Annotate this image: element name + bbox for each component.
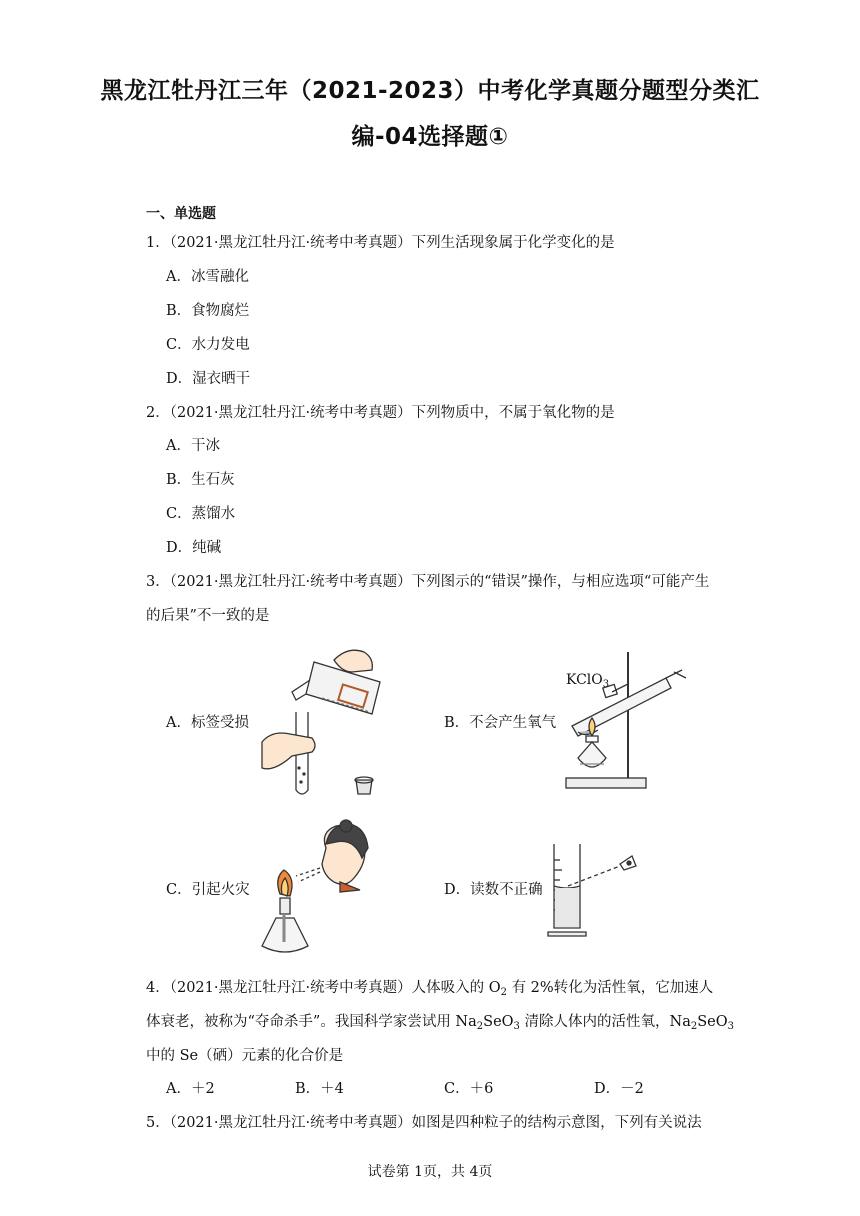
figure-graduated-cylinder: [540, 840, 660, 940]
q3-option-a: A．标签受损: [166, 715, 249, 731]
page-title-line2: 编-04选择题①: [351, 124, 509, 150]
question-1-stem: 1．（2021·黑龙江牡丹江·统考中考真题）下列生活现象属于化学变化的是: [146, 235, 615, 251]
q3-option-c: C．引起火灾: [166, 882, 250, 898]
q2-option-c: C．蒸馏水: [166, 506, 236, 522]
question-4-stem-line3: 中的 Se（硒）元素的化合价是: [146, 1048, 344, 1064]
q1-option-c: C．水力发电: [166, 337, 250, 353]
q4-option-a: A．＋2: [166, 1081, 215, 1097]
q2-option-a: A．干冰: [166, 438, 220, 454]
q1-option-d: D．湿衣晒干: [166, 371, 251, 387]
page-title-line1: 黑龙江牡丹江三年（2021-2023）中考化学真题分题型分类汇: [100, 78, 760, 104]
kclo3-label: KClO$_3$: [566, 672, 610, 690]
q3-option-d: D．读数不正确: [444, 882, 543, 898]
question-4-stem-line1: 4．（2021·黑龙江牡丹江·统考中考真题）人体吸入的 $O_2$ 有 2%转化为活性氧，它加速人: [146, 980, 714, 998]
q2-option-d: D．纯碱: [166, 540, 222, 556]
figure-pouring-liquid: [252, 642, 400, 802]
question-2-stem: 2．（2021·黑龙江牡丹江·统考中考真题）下列物质中，不属于氧化物的是: [146, 405, 615, 421]
question-5-stem: 5．（2021·黑龙江牡丹江·统考中考真题）如图是四种粒子的结构示意图，下列有关说法: [146, 1115, 702, 1131]
q4-option-c: C．＋6: [444, 1081, 494, 1097]
question-3-stem-line2: 的后果”不一致的是: [146, 608, 270, 624]
q2-option-b: B．生石灰: [166, 472, 235, 488]
q3-option-b: B．不会产生氧气: [444, 715, 557, 731]
question-4-stem-line2: 体衰老，被称为“夺命杀手”。我国科学家尝试用 $Na_2SeO_3$ 清除人体内的活性氧，$Na_2SeO_3$: [146, 1014, 735, 1032]
q1-option-a: A．冰雪融化: [166, 269, 249, 285]
figure-kclo3-heating: [558, 648, 688, 793]
figure-blowing-lamp: [250, 818, 370, 964]
page-footer: 试卷第 1页，共 4页: [367, 1164, 493, 1180]
section-heading: 一、单选题: [146, 206, 216, 222]
q4-option-b: B．＋4: [295, 1081, 344, 1097]
q1-option-b: B．食物腐烂: [166, 303, 250, 319]
question-3-stem-line1: 3．（2021·黑龙江牡丹江·统考中考真题）下列图示的“错误”操作，与相应选项“可能产生: [146, 574, 710, 590]
q4-option-d: D．－2: [594, 1081, 644, 1097]
